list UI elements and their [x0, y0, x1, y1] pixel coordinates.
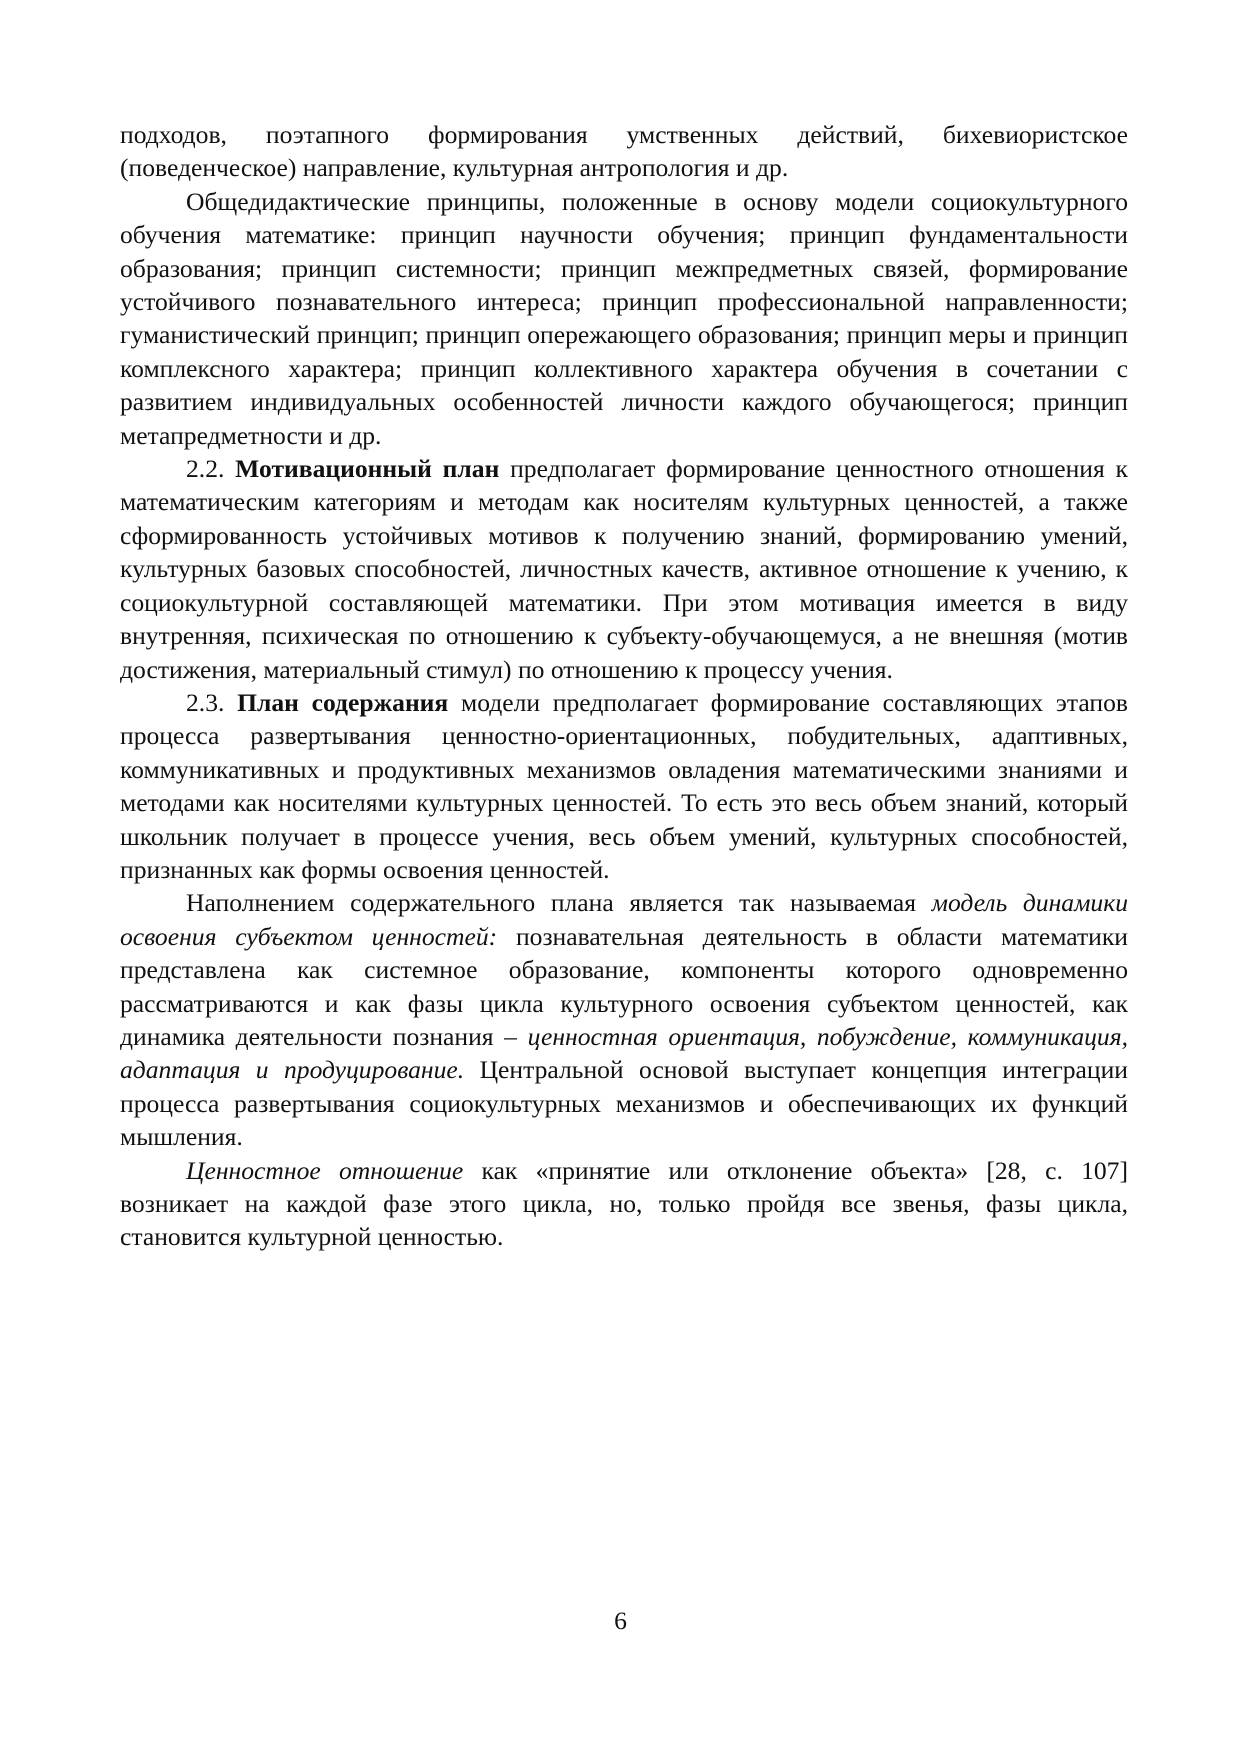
paragraph-text: Общедидактические принципы, положенные в основу модели социокультурного обучения математике: принцип научности обучения; принцип фундаментальности образования; принцип системности; принцип межпредметных связей, формирование устойчивого познавательного интереса; принцип профессиональной направленности; гуманистический принцип; принцип опережающего образования; принцип меры и принцип комплексного характера; принцип коллективного характера обучения в сочетании с развитием индивидуальных особенностей личности каждого обучающегося; принцип метапредметности и др. — [120, 186, 1128, 450]
italic-term: Ценностное отношение — [186, 1155, 464, 1185]
paragraph-text: подходов, поэтапного формирования умственных действий, бихевиористское (поведенческое) направление, культурная антропология и др. — [120, 120, 1128, 183]
paragraph-text: познавательная деятельность в области математики представлена как системное образование, компоненты которого одновременно рассматриваются и как фазы цикла культурного освоения субъектом ценностей, как динамика деятельности познания – — [120, 921, 1129, 1051]
section-number: 2.2. — [186, 454, 225, 484]
italic-term: ценностная ориентация, побуждение, коммуникация, адаптация и продуцирование. — [120, 1021, 1129, 1085]
paragraph-dynamics-model — [120, 886, 1128, 1153]
page-number: 6 — [614, 1606, 627, 1635]
paragraph-text: модели предполагает формирование составляющих этапов процесса развертывания ценностно-ориентационных, побудительных, адаптивных, коммуникативных и продуктивных механизмов овладения математическими знаниями и методами как носителями культурных ценностей. То есть это весь объем знаний, который школьник получает в процессе учения, весь объем умений, культурных способностей, признанных как формы освоения ценностей. — [120, 687, 1128, 884]
paragraph-value-attitude — [120, 1154, 1128, 1254]
paragraph-text: Наполнением содержательного плана является так называемая — [186, 888, 916, 918]
body-text — [120, 118, 1128, 1254]
paragraph-didactic-principles — [120, 185, 1128, 452]
paragraph-text: предполагает формирование ценностного отношения к математическим категориям и методам как носителям культурных ценностей, а также сформированность устойчивых мотивов к получению знаний, формированию умений, культурных базовых способностей, личностных качеств, активное отношение к учению, к социокультурной составляющей математики. При этом мотивация имеется в виду внутренняя, психическая по отношению к субъекту-обучающемуся, а не внешняя (мотив достижения, материальный стимул) по отношению к процессу учения. — [120, 454, 1128, 684]
bold-term: Мотивационный план — [235, 454, 500, 484]
section-number: 2.3. — [186, 687, 225, 717]
bold-term: План содержания — [237, 687, 449, 717]
paragraph-motivational-plan — [120, 452, 1128, 686]
paragraph-text: Центральной основой выступает концепция интеграции процесса развертывания социокультурных механизмов и обеспечивающих их функций мышления. — [120, 1055, 1128, 1152]
italic-term: модель динамики освоения субъектом ценностей: — [120, 888, 1129, 951]
paragraph-text: как «принятие или отклонение объекта» [28, с. 107] возникает на каждой фазе этого цикла, но, только пройдя все звенья, фазы цикла, становится культурной ценностью. — [120, 1155, 1128, 1252]
paragraph-continuation — [120, 118, 1128, 185]
paragraph-content-plan — [120, 686, 1128, 886]
